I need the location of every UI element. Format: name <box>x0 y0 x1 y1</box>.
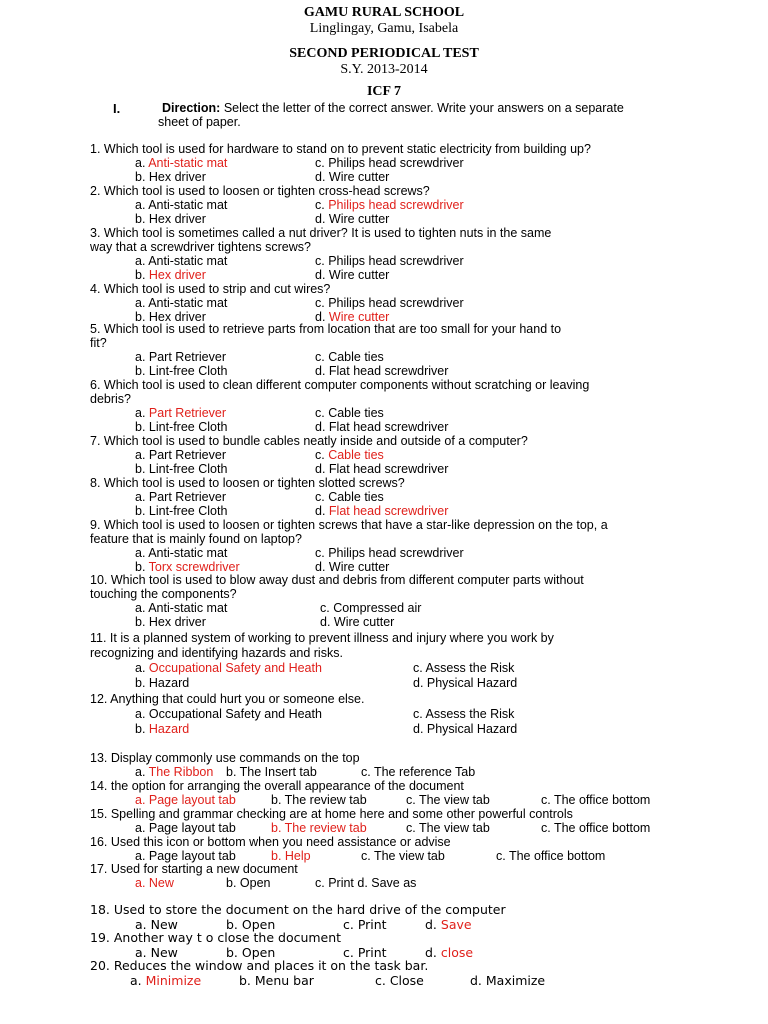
correct-answer: Save <box>440 917 472 932</box>
school-address: Linglingay, Gamu, Isabela <box>309 21 459 36</box>
answer-option <box>315 504 448 518</box>
answer-option <box>271 793 367 807</box>
option-letter: c. The reference Tab <box>361 765 476 779</box>
answer-option <box>271 849 311 863</box>
option-letter: c. Close <box>375 973 424 988</box>
option-letter: d. Flat head screwdriver <box>315 364 449 378</box>
question-text: 5. Which tool is used to retrieve parts from location that are too small for your hand to <box>90 322 562 336</box>
answer-option <box>135 661 322 675</box>
answer-option <box>315 876 416 890</box>
answer-option <box>361 849 445 863</box>
option-letter: a. Anti-static mat <box>135 601 228 615</box>
option-letter: a. Part Retriever <box>135 448 227 462</box>
answer-option <box>541 821 650 835</box>
correct-answer: Part Retriever <box>148 406 227 420</box>
option-letter: b. Lint-free Cloth <box>135 364 228 378</box>
option-letter: d. Maximize <box>470 973 546 988</box>
test-title: SECOND PERIODICAL TEST <box>289 46 479 61</box>
option-letter: d. <box>425 945 441 960</box>
answer-option <box>135 198 227 212</box>
answer-option <box>135 420 227 434</box>
question-text: 12. Anything that could hurt you or someone else. <box>90 692 365 706</box>
answer-option <box>315 462 448 476</box>
answer-option <box>135 560 240 574</box>
answer-option <box>135 821 236 835</box>
option-letter: c. <box>315 198 329 212</box>
direction-line-1 <box>162 101 624 115</box>
option-letter: a. Anti-static mat <box>135 296 228 310</box>
question-text: 15. Spelling and grammar checking are at home here and some other powerful controls <box>90 807 573 821</box>
option-letter: c. Assess the Risk <box>413 661 515 675</box>
option-letter: c. Philips head screwdriver <box>315 254 464 268</box>
option-letter: d. Flat head screwdriver <box>315 420 449 434</box>
option-letter: d. Physical Hazard <box>413 676 518 690</box>
option-letter: c. Cable ties <box>315 490 384 504</box>
option-letter: d. Wire cutter <box>320 615 395 629</box>
question-text: recognizing and identifying hazards and risks. <box>90 646 343 660</box>
question-text: 8. Which tool is used to loosen or tighten slotted screws? <box>90 476 405 490</box>
answer-option <box>315 406 384 420</box>
answer-option <box>135 212 206 226</box>
option-letter: a. <box>135 661 149 675</box>
answer-option <box>496 849 605 863</box>
answer-option <box>271 821 367 835</box>
section-numeral: I. <box>113 101 121 116</box>
question-text: 4. Which tool is used to strip and cut wires? <box>90 282 331 296</box>
answer-option <box>315 364 448 378</box>
answer-option <box>315 156 464 170</box>
option-letter: c. Cable ties <box>315 406 384 420</box>
question-text: 2. Which tool is used to loosen or tighten cross-head screws? <box>90 184 430 198</box>
direction-label: Direction: <box>162 101 221 115</box>
school-name: GAMU RURAL SCHOOL <box>303 5 465 20</box>
option-letter: c. The office bottom <box>541 793 651 807</box>
question-text: 11. It is a planned system of working to prevent illness and injury where you work by <box>90 631 554 645</box>
correct-answer: Wire cutter <box>328 310 390 324</box>
answer-option <box>425 946 473 960</box>
option-letter: b. Lint-free Cloth <box>135 462 228 476</box>
option-letter: d. Wire cutter <box>315 268 390 282</box>
option-letter: d. Wire cutter <box>315 170 390 184</box>
option-letter: b. <box>135 560 149 574</box>
question-text: 13. Display commonly use commands on the top <box>90 751 360 765</box>
question-text: way that a screwdriver tightens screws? <box>90 240 311 254</box>
option-letter: c. Philips head screwdriver <box>315 156 464 170</box>
option-letter: c. Cable ties <box>315 350 384 364</box>
question-text: 19. Another way t o close the document <box>90 930 342 945</box>
answer-option <box>315 420 448 434</box>
answer-option <box>413 707 514 721</box>
answer-option <box>470 974 545 988</box>
option-letter: c. <box>315 448 329 462</box>
question-text: 17. Used for starting a new document <box>90 862 298 876</box>
answer-option <box>315 198 464 212</box>
answer-option <box>135 462 227 476</box>
option-letter: a. Anti-static mat <box>135 254 228 268</box>
answer-option <box>135 504 227 518</box>
correct-answer: Anti-static mat <box>148 156 228 170</box>
answer-option <box>135 676 189 690</box>
option-letter: d. <box>315 310 329 324</box>
option-letter: b. Hex driver <box>135 615 206 629</box>
answer-option <box>135 601 227 615</box>
option-letter: b. Open <box>226 945 276 960</box>
answer-option <box>315 296 464 310</box>
option-letter: a. <box>135 156 149 170</box>
correct-answer: Hex driver <box>148 268 206 282</box>
option-letter: c. Print <box>343 945 387 960</box>
answer-option <box>135 448 226 462</box>
question-text: 16. Used this icon or bottom when you need assistance or advise <box>90 835 451 849</box>
question-text: 1. Which tool is used for hardware to stand on to prevent static electricity from building up? <box>90 142 591 156</box>
answer-option <box>315 490 384 504</box>
correct-answer: a. Page layout tab <box>135 793 236 807</box>
correct-answer: Flat head screwdriver <box>328 504 449 518</box>
question-text: fit? <box>90 336 107 350</box>
answer-option <box>135 254 227 268</box>
subject-title: ICF 7 <box>366 84 402 99</box>
option-letter: d. Flat head screwdriver <box>315 462 449 476</box>
answer-option <box>135 876 174 890</box>
answer-option <box>413 661 514 675</box>
option-letter: c. Assess the Risk <box>413 707 515 721</box>
option-letter: b. The Insert tab <box>226 765 317 779</box>
answer-option <box>425 918 472 932</box>
option-letter: b. The review tab <box>271 793 367 807</box>
answer-option <box>315 560 389 574</box>
option-letter: a. <box>135 406 149 420</box>
option-letter: a. Occupational Safety and Heath <box>135 707 322 721</box>
question-text: 20. Reduces the window and places it on the task bar. <box>90 958 429 973</box>
answer-option <box>130 974 201 988</box>
answer-option <box>135 849 236 863</box>
option-letter: d. Wire cutter <box>315 560 390 574</box>
option-letter: c. The view tab <box>406 793 490 807</box>
correct-answer: close <box>440 945 474 960</box>
school-year: S.Y. 2013-2014 <box>340 62 428 77</box>
answer-option <box>135 406 226 420</box>
question-text: 14. the option for arranging the overall appearance of the document <box>90 779 464 793</box>
option-letter: a. Part Retriever <box>135 490 227 504</box>
option-letter: d. <box>425 917 441 932</box>
answer-option <box>135 350 226 364</box>
question-text: feature that is mainly found on laptop? <box>90 532 302 546</box>
option-letter: a. New <box>135 917 178 932</box>
option-letter: b. Hex driver <box>135 310 206 324</box>
option-letter: b. Hex driver <box>135 170 206 184</box>
answer-option <box>315 546 464 560</box>
answer-option <box>315 254 464 268</box>
answer-option <box>320 615 394 629</box>
option-letter: d. Wire cutter <box>315 212 390 226</box>
option-letter: c. Compressed air <box>320 601 422 615</box>
option-letter: a. Page layout tab <box>135 821 236 835</box>
answer-option <box>135 615 206 629</box>
correct-answer: Torx screwdriver <box>148 560 240 574</box>
answer-option <box>135 722 189 736</box>
correct-answer: Philips head screwdriver <box>328 198 464 212</box>
answer-option <box>135 170 206 184</box>
option-letter: a. Page layout tab <box>135 849 236 863</box>
answer-option <box>315 268 389 282</box>
correct-answer: Minimize <box>145 973 202 988</box>
answer-option <box>343 918 387 932</box>
option-letter: b. Lint-free Cloth <box>135 504 228 518</box>
question-text: debris? <box>90 392 131 406</box>
option-letter: a. Part Retriever <box>135 350 227 364</box>
option-letter: d. Physical Hazard <box>413 722 518 736</box>
answer-option <box>413 676 517 690</box>
option-letter: a. Anti-static mat <box>135 546 228 560</box>
answer-option <box>315 212 389 226</box>
question-text: 10. Which tool is used to blow away dust and debris from different computer parts without <box>90 573 584 587</box>
answer-option <box>320 601 421 615</box>
answer-option <box>375 974 424 988</box>
option-letter: d. <box>315 504 329 518</box>
option-letter: b. Hex driver <box>135 212 206 226</box>
question-text: 18. Used to store the document on the hard drive of the computer <box>90 902 506 917</box>
option-letter: b. Lint-free Cloth <box>135 420 228 434</box>
option-letter: b. <box>135 722 149 736</box>
direction-text: Select the letter of the correct answer. Write your answers on a separate <box>220 101 624 115</box>
option-letter: a. <box>130 973 146 988</box>
option-letter: c. Print <box>343 917 387 932</box>
answer-option <box>226 765 317 779</box>
option-letter: b. Hazard <box>135 676 190 690</box>
answer-option <box>315 170 389 184</box>
option-letter: a. Anti-static mat <box>135 198 228 212</box>
correct-answer: a. New <box>135 876 174 890</box>
answer-option <box>135 707 322 721</box>
answer-option <box>135 156 227 170</box>
question-text: 9. Which tool is used to loosen or tighten screws that have a star-like depression on the top, a <box>90 518 608 532</box>
answer-option <box>135 364 227 378</box>
answer-option <box>135 793 236 807</box>
option-letter: a. <box>135 765 149 779</box>
option-letter: a. New <box>135 945 178 960</box>
option-letter: c. Philips head screwdriver <box>315 296 464 310</box>
question-text: 7. Which tool is used to bundle cables neatly inside and outside of a computer? <box>90 434 528 448</box>
question-text: touching the components? <box>90 587 237 601</box>
answer-option <box>406 793 490 807</box>
answer-option <box>135 490 226 504</box>
option-letter: b. Open <box>226 876 271 890</box>
answer-option <box>406 821 490 835</box>
option-letter: c. Philips head screwdriver <box>315 546 464 560</box>
answer-option <box>226 876 270 890</box>
correct-answer: Hazard <box>148 722 190 736</box>
direction-line-2: sheet of paper. <box>158 115 241 129</box>
answer-option <box>315 448 384 462</box>
answer-option <box>361 765 475 779</box>
correct-answer: b. Help <box>271 849 311 863</box>
answer-option <box>239 974 314 988</box>
question-text: 3. Which tool is sometimes called a nut driver? It is used to tighten nuts in the same <box>90 226 552 240</box>
answer-option <box>541 793 650 807</box>
option-letter: c. The office bottom <box>541 821 651 835</box>
answer-option <box>135 268 206 282</box>
question-text: 6. Which tool is used to clean different computer components without scratching or leaving <box>90 378 590 392</box>
correct-answer: Occupational Safety and Heath <box>148 661 322 675</box>
option-letter: b. <box>135 268 149 282</box>
answer-option <box>135 546 227 560</box>
option-letter: b. Open <box>226 917 276 932</box>
correct-answer: b. The review tab <box>271 821 367 835</box>
answer-option <box>135 765 213 779</box>
answer-option <box>315 350 384 364</box>
correct-answer: The Ribbon <box>148 765 214 779</box>
correct-answer: Cable ties <box>328 448 384 462</box>
answer-option <box>413 722 517 736</box>
option-letter: c. The office bottom <box>496 849 606 863</box>
answer-option <box>135 296 227 310</box>
option-letter: c. Print d. Save as <box>315 876 417 890</box>
option-letter: c. The view tab <box>406 821 490 835</box>
option-letter: b. Menu bar <box>239 973 314 988</box>
option-letter: c. The view tab <box>361 849 445 863</box>
